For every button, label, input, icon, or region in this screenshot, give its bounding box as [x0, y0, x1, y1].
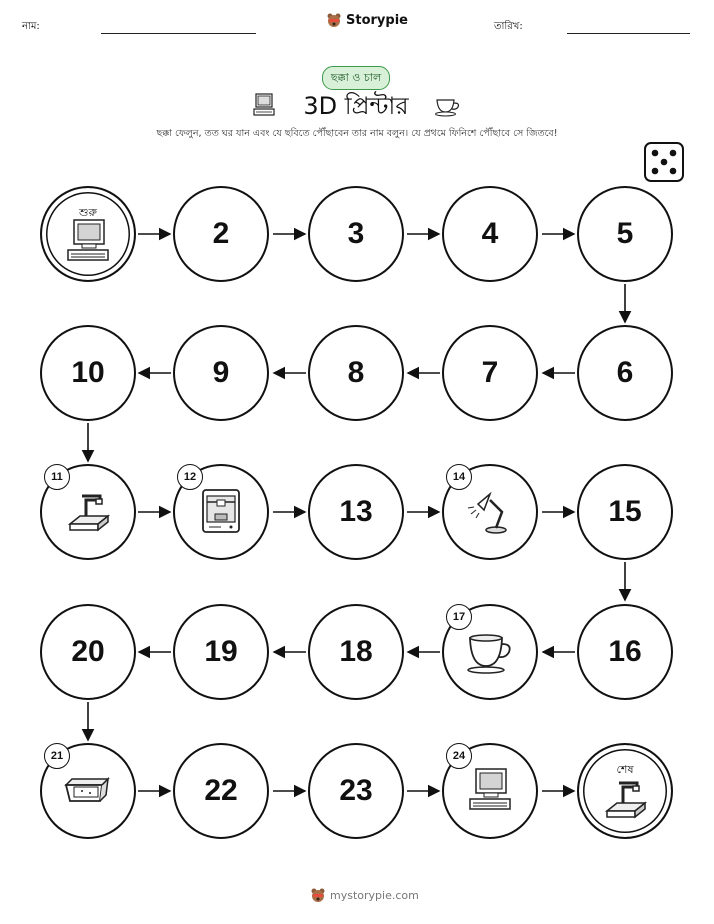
- board-cell-5[interactable]: [577, 186, 673, 282]
- cell-number: 6: [616, 356, 634, 389]
- board-cell-9[interactable]: [173, 325, 269, 421]
- computer-icon: [462, 763, 518, 819]
- board-cell-end[interactable]: [577, 743, 673, 839]
- cell-number: 8: [347, 356, 365, 389]
- board-cell-19[interactable]: [173, 604, 269, 700]
- cell-number: 22: [204, 774, 238, 807]
- brand-name: Storypie: [346, 12, 408, 28]
- cell-number-badge: 17: [446, 604, 472, 630]
- board-cell-start[interactable]: [40, 186, 136, 282]
- category-badge: ছক্কা ও চাল: [322, 66, 390, 90]
- cell-number-badge: 14: [446, 464, 472, 490]
- name-label: নাম:: [22, 21, 40, 32]
- cell-number: 9: [212, 356, 230, 389]
- cell-number-badge: 21: [44, 743, 70, 769]
- cell-number: 19: [204, 635, 238, 668]
- tray-icon: [60, 763, 116, 819]
- board-cell-7[interactable]: [442, 325, 538, 421]
- date-label: তারিখ:: [494, 21, 523, 32]
- board-cell-13[interactable]: [308, 464, 404, 560]
- board-cell-6[interactable]: [577, 325, 673, 421]
- cell-number: 10: [71, 356, 105, 389]
- desk-lamp-icon: [462, 484, 518, 540]
- cell-number-badge: 12: [177, 464, 203, 490]
- 3d-printer-icon: [193, 484, 249, 540]
- teacup-icon: [462, 624, 518, 680]
- cell-number: 16: [608, 635, 642, 668]
- cell-number: 15: [608, 495, 642, 528]
- cell-number: 3: [347, 217, 365, 250]
- cell-number-badge: 11: [44, 464, 70, 490]
- board-cell-11[interactable]: [40, 464, 136, 560]
- board-cell-4[interactable]: [442, 186, 538, 282]
- footer: [310, 887, 419, 903]
- cell-number: 2: [212, 217, 230, 250]
- board-cell-21[interactable]: [40, 743, 136, 839]
- cell-number: 23: [339, 774, 373, 807]
- board-cell-18[interactable]: [308, 604, 404, 700]
- footer-url[interactable]: mystorypie.com: [330, 888, 419, 902]
- cell-number: 5: [616, 217, 634, 250]
- board-cell-8[interactable]: [308, 325, 404, 421]
- board-cell-16[interactable]: [577, 604, 673, 700]
- cell-number: 7: [481, 356, 499, 389]
- start-label: শুরু: [79, 206, 97, 219]
- board-cell-15[interactable]: [577, 464, 673, 560]
- scale-icon: [60, 484, 116, 540]
- cell-number: 18: [339, 635, 373, 668]
- cell-number: 13: [339, 495, 373, 528]
- board-cell-10[interactable]: [40, 325, 136, 421]
- instructions: ছক্কা ফেলুন, তত ঘর যান এবং যে ছবিতে পৌঁছাবেন তার নাম বলুন। যে প্রথমে ফিনিশে পৌঁছাবে সে জিতবে!: [156, 128, 558, 139]
- board-cell-14[interactable]: [442, 464, 538, 560]
- cell-number: 4: [481, 217, 499, 250]
- board-cell-23[interactable]: [308, 743, 404, 839]
- board-cell-3[interactable]: [308, 186, 404, 282]
- bear-logo-icon: [310, 887, 326, 903]
- board-cell-24[interactable]: [442, 743, 538, 839]
- board-cell-22[interactable]: [173, 743, 269, 839]
- end-label: শেষ: [616, 763, 634, 776]
- title-text: 3D প্রিন্টার: [303, 92, 409, 120]
- board-cell-12[interactable]: [173, 464, 269, 560]
- cell-number: 20: [71, 635, 105, 668]
- board-cell-17[interactable]: [442, 604, 538, 700]
- cell-number-badge: 24: [446, 743, 472, 769]
- board-cell-20[interactable]: [40, 604, 136, 700]
- board-cell-2[interactable]: [173, 186, 269, 282]
